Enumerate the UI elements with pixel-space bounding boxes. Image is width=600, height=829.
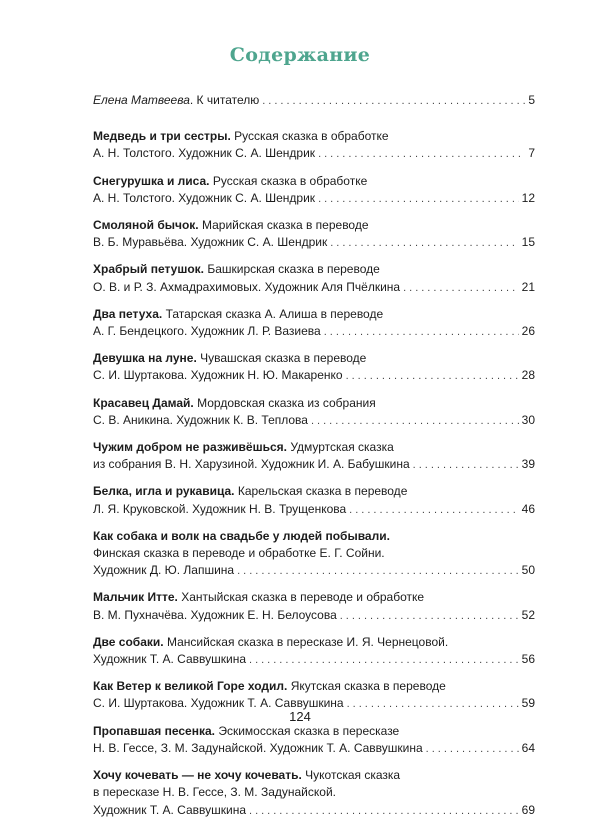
leader-dots [426,741,519,758]
toc-line [93,528,535,545]
toc-line [93,367,535,385]
toc-entry [93,634,535,669]
toc-entry [93,767,535,820]
toc-line [93,145,535,163]
entry-text: Финская сказка в переводе и обработке Е. Г. Сойни. [93,546,385,561]
page-ref: 15 [521,235,535,250]
toc-line [93,723,535,740]
page-ref: 52 [521,607,535,622]
page-ref: 64 [521,740,535,755]
entry-text: В. Б. Муравьёва. Художник С. А. Шендрик [93,235,328,250]
entry-title: Девушка на луне. [93,351,197,366]
entry-title: Чужим добром не разживёшься. [93,440,287,455]
entry-title: Мальчик Итте. [93,590,178,605]
leader-dots [262,93,525,110]
toc-line [93,412,535,430]
toc-entry [93,589,535,624]
page-ref: 59 [521,696,535,711]
toc-line [93,350,535,367]
page-ref: 7 [528,146,535,161]
toc-line [93,279,535,297]
toc-line [93,740,535,758]
entry-title: Хочу кочевать — не хочу кочевать. [93,768,302,783]
entry-text: Художник Т. А. Саввушкина [93,652,247,667]
entry-text: В. М. Пухначёва. Художник Е. Н. Белоусова [93,607,337,622]
entry-text: Чувашская сказка в переводе [200,351,367,366]
intro-author: Елена Матвеева [93,93,190,107]
entry-title: Пропавшая песенка. [93,723,215,738]
entry-text: из собрания В. Н. Харузиной. Художник И. А. Бабушкина [93,457,410,472]
leader-dots [330,235,518,252]
leader-dots [318,191,519,208]
leader-dots [311,413,519,430]
toc-line [93,173,535,190]
toc-entry [93,261,535,296]
toc-line [93,190,535,208]
toc-line [93,306,535,323]
leader-dots [237,563,519,580]
toc-line [93,784,535,801]
page-ref: 21 [521,279,535,294]
entry-text: Хантыйская сказка в переводе и обработке [181,590,425,605]
toc-entry [93,723,535,758]
toc-entry [93,439,535,474]
toc-entry [93,395,535,430]
toc-line [93,217,535,234]
page-title: Содержание [229,44,371,66]
toc-line [93,562,535,580]
toc-entry [93,528,535,581]
page-ref: 46 [521,501,535,516]
entry-text: Татарская сказка А. Алиша в переводе [165,306,384,321]
leader-dots [403,280,519,297]
page-ref: 39 [521,457,535,472]
leader-dots [346,368,519,385]
toc-line [93,92,535,110]
toc-entry [93,306,535,341]
toc-line [93,456,535,474]
toc-entry [93,350,535,385]
toc-line [93,395,535,412]
entry-text: Н. В. Гессе, З. М. Задунайской. Художник Т. А. Саввушкина [93,740,423,755]
entry-text: Л. Я. Круковской. Художник Н. В. Трущенкова [93,501,347,516]
toc-line [93,483,535,500]
entry-text: А. Н. Толстого. Художник С. А. Шендрик [93,190,316,205]
toc-entry [93,173,535,208]
toc-line [93,323,535,341]
page-ref: 5 [528,93,535,107]
toc-line [93,261,535,278]
entry-title: Смоляной бычок. [93,218,199,233]
toc-line [93,234,535,252]
toc-entry-intro [93,92,535,110]
entry-text: Художник Т. А. Саввушкина [93,802,247,817]
entry-title: Белка, игла и рукавица. [93,484,235,499]
leader-dots [349,502,518,519]
toc-line [93,767,535,784]
entry-title: Снегурушка и лиса. [93,173,210,188]
page-ref: 28 [521,368,535,383]
entry-text: Мордовская сказка из собрания [197,395,376,410]
page-ref: 50 [521,563,535,578]
entry-text: Удмуртская сказка [290,440,394,455]
toc-line [93,678,535,695]
toc-line [93,545,535,562]
entry-text: Художник Д. Ю. Лапшина [93,563,235,578]
entry-title: Как собака и волк на свадьбе у людей побывали. [93,528,390,543]
page-number: 124 [289,709,311,724]
entry-text: А. Г. Бендецкого. Художник Л. Р. Вазиева [93,324,321,339]
intro-text: . К читателю [189,93,260,107]
entry-text: Марийская сказка в переводе [201,218,369,233]
toc-line [93,607,535,625]
entry-title: Медведь и три сестры. [93,129,231,144]
entry-title: Красавец Дамай. [93,395,194,410]
entry-text: С. И. Шуртакова. Художник Н. Ю. Макаренко [93,368,343,383]
page-ref: 26 [521,324,535,339]
toc-entry [93,483,535,518]
toc-line [93,634,535,651]
entry-text: Мансийская сказка в пересказе И. Я. Чернецовой. [166,634,449,649]
entry-text: А. Н. Толстого. Художник С. А. Шендрик [93,146,316,161]
toc-line [93,501,535,519]
leader-dots [324,324,519,341]
toc-line [93,651,535,669]
entry-text: Башкирская сказка в переводе [207,262,380,277]
entry-title: Два петуха. [93,306,163,321]
page-ref: 30 [521,412,535,427]
entry-text: Чукотская сказка [305,768,401,783]
leader-dots [413,457,519,474]
toc-line [93,439,535,456]
page-ref: 56 [521,652,535,667]
entry-text: Эскимосская сказка в пересказе [218,723,400,738]
entry-text: О. В. и Р. З. Ахмадрахимовых. Художник Аля Пчёлкина [93,279,401,294]
entry-text: Русская сказка в обработке [212,173,368,188]
toc-entry [93,128,535,163]
entry-text: Якутская сказка в переводе [290,679,446,694]
leader-dots [318,146,525,163]
page-ref: 69 [521,802,535,817]
entry-text: в пересказе Н. В. Гессе, З. М. Задунайской. [93,785,336,800]
leader-dots [249,652,519,669]
leader-dots [249,803,519,820]
entry-title: Храбрый петушок. [93,262,204,277]
entry-text: С. В. Аникина. Художник К. В. Теплова [93,412,308,427]
toc-line [93,589,535,606]
toc-line [93,802,535,820]
toc-line [93,128,535,145]
entry-text: Русская сказка в обработке [234,129,389,144]
toc-entry [93,217,535,252]
entry-title: Две собаки. [93,634,164,649]
entry-text: С. И. Шуртакова. Художник Т. А. Саввушкина [93,696,344,711]
entry-text: Карельская сказка в переводе [237,484,408,499]
page-ref: 12 [521,190,535,205]
entry-title: Как Ветер к великой Горе ходил. [93,679,288,694]
leader-dots [340,608,519,625]
